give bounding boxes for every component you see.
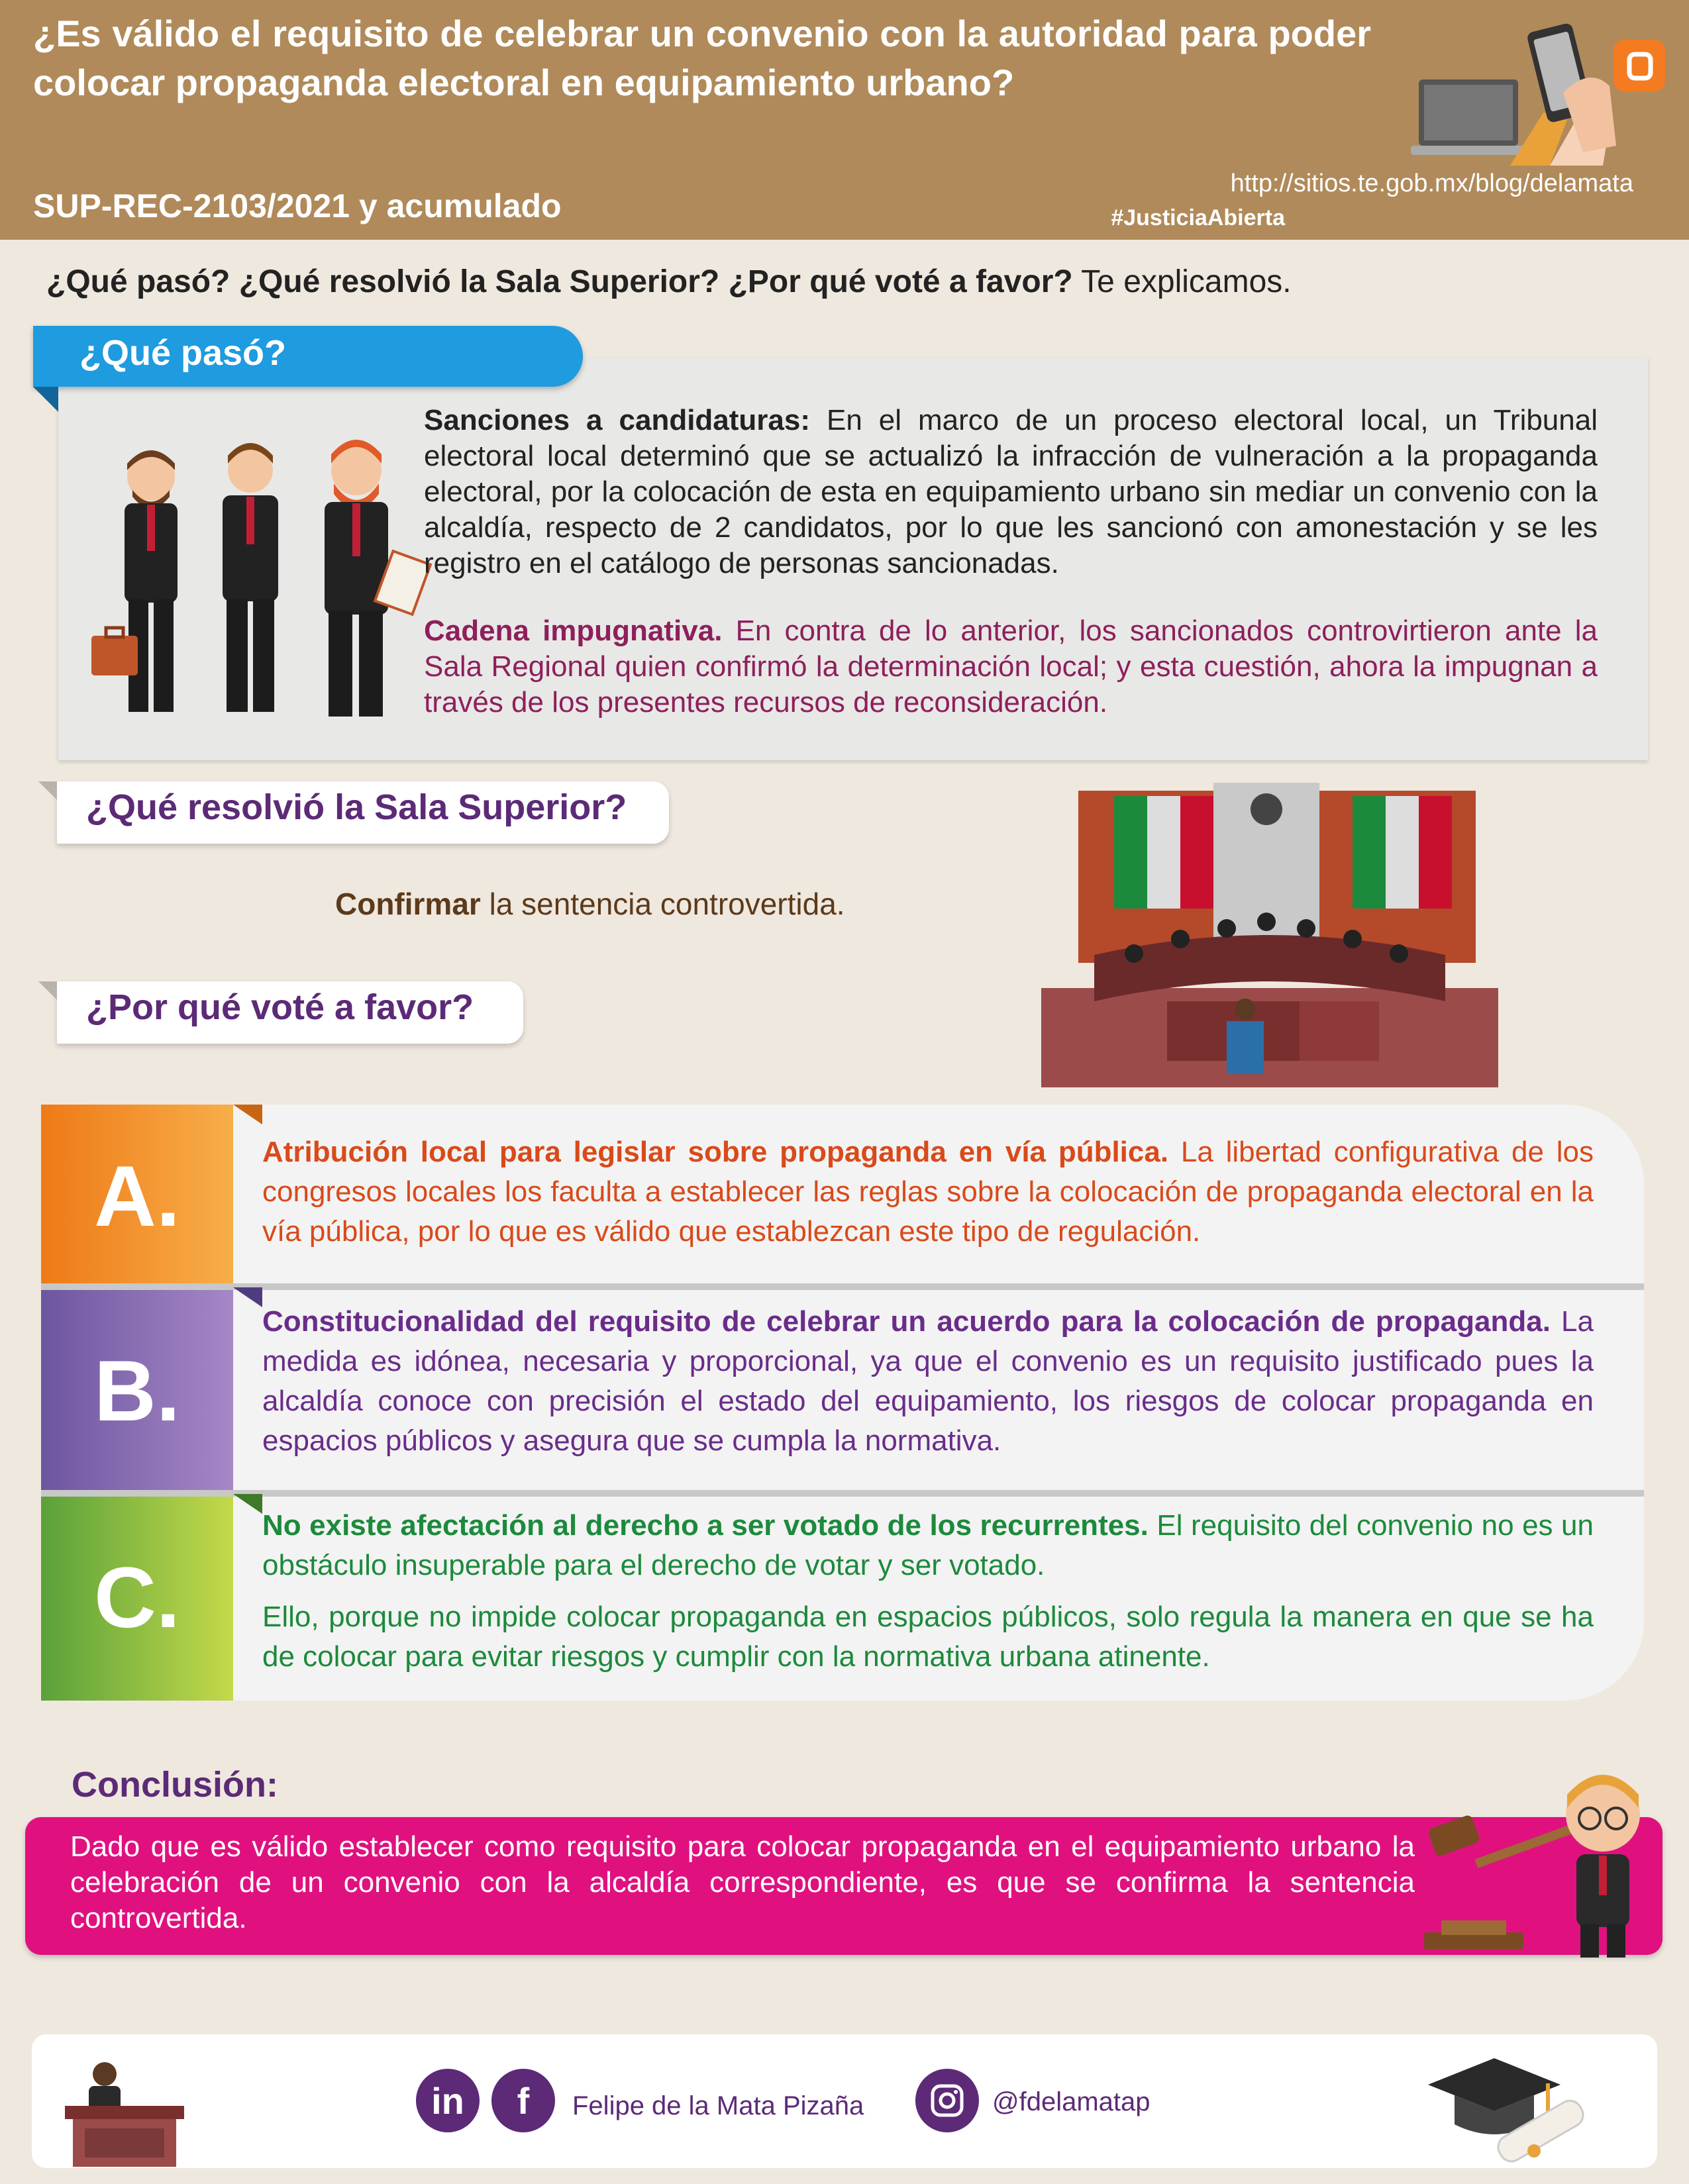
cadena-body: En contra de lo anterior, los sancionados controvirtieron ante la Sala Regional quien confirmó la determinación local; y esta cuestión, ahora la impugnan a través de los presentes recursos de reconsideración. (424, 615, 1598, 719)
sanciones-lead: Sanciones a candidaturas: (424, 404, 811, 436)
por-que-heading: ¿Por qué voté a favor? (57, 981, 523, 1044)
linkedin-icon[interactable]: in (416, 2069, 480, 2132)
que-resolvio-heading: ¿Qué resolvió la Sala Superior? (57, 781, 669, 844)
sanciones-body: En el marco de un proceso electoral local, un Tribunal electoral local determinó que se actualizó la infracción de vulneración a la propaganda electoral, por la colocación de esta en equipamiento urbano sin mediar un convenio con la alcaldía, respecto de 2 candidatos, por lo que les sancionó con amonestación y se les registro en el catálogo de personas sancionadas. (424, 404, 1598, 579)
reason-b-lead: Constitucionalidad del requisito de celebrar un acuerdo para la colocación de propaganda. (262, 1305, 1551, 1338)
instagram-handle[interactable]: @fdelamatap (992, 2087, 1151, 2116)
case-number: SUP-REC-2103/2021 y acumulado (33, 187, 562, 224)
judge-podium-icon (58, 2048, 191, 2167)
resolution-text (335, 886, 845, 922)
intro-line (46, 264, 1292, 300)
page-title: ¿Es válido el requisito de celebrar un convenio con la autoridad para poder colocar propaganda electoral en equipamiento urbano? (33, 13, 1371, 103)
reasons-list (41, 1105, 1644, 1701)
reason-c-body: El requisito del convenio no es un obstáculo insuperable para el derecho de votar y ser votado. (262, 1509, 1594, 1581)
resolution-body: la sentencia controvertida. (480, 887, 845, 921)
tab-fold (38, 981, 57, 1000)
cadena-lead: Cadena impugnativa. (424, 615, 723, 647)
blog-url-link[interactable]: http://sitios.te.gob.mx/blog/delamata (1230, 170, 1633, 197)
businessmen-illustration (91, 430, 462, 728)
reason-a-lead: Atribución local para legislar sobre propaganda en vía pública. (262, 1136, 1169, 1168)
graduation-cap-icon (1421, 2045, 1594, 2171)
reason-c-lead: No existe afectación al derecho a ser votado de los recurrentes. (262, 1509, 1149, 1542)
que-paso-panel (58, 358, 1648, 760)
reason-b-card (41, 1287, 1644, 1494)
intro-questions: ¿Qué pasó? ¿Qué resolvió la Sala Superior? ¿Por qué voté a favor? (46, 264, 1073, 299)
reason-b-letter: B. (41, 1287, 233, 1494)
conclusion-text: Dado que es válido establecer como requisito para colocar propaganda en el equipamiento urbano la celebración de un convenio con la alcaldía correspondiente, es que se confirma la sentencia controvertida. (70, 1830, 1415, 1934)
tab-fold (33, 387, 58, 412)
reason-c-card (41, 1494, 1644, 1701)
footer-bar (32, 2034, 1657, 2168)
cadena-paragraph (424, 613, 1598, 720)
instagram-glyph-icon (930, 2083, 964, 2118)
reason-a-letter: A. (41, 1105, 233, 1287)
reason-c-text (262, 1506, 1594, 1677)
courtroom-illustration (1041, 783, 1498, 1087)
instagram-icon[interactable] (915, 2069, 979, 2132)
header-banner (0, 0, 1689, 240)
reason-b-body: La medida es idónea, necesaria y proporcional, ya que el convenio es un requisito justificado pues la alcaldía conoce con precisión el estado del equipamiento, los riesgos de colocar propaganda en espacios públicos y asegura que se cumpla la normativa. (262, 1305, 1594, 1457)
intro-tail: Te explicamos. (1072, 264, 1292, 299)
reason-a-card (41, 1105, 1644, 1287)
laptop-phone-illustration (1411, 13, 1676, 172)
resolution-lead: Confirmar (335, 887, 481, 921)
reason-c-body2: Ello, porque no impide colocar propaganda en espacios públicos, solo regula la manera en que se ha de colocar para evitar riesgos y cumplir con la normativa urbana atinente. (262, 1601, 1594, 1673)
divider (41, 1283, 1644, 1290)
author-name: Felipe de la Mata Pizaña (572, 2091, 864, 2120)
facebook-icon[interactable]: f (491, 2069, 555, 2132)
que-paso-heading: ¿Qué pasó? (33, 326, 583, 387)
reason-b-text (262, 1302, 1594, 1461)
reason-a-body: La libertad configurativa de los congresos locales los faculta a establecer las reglas sobre la colocación de propaganda electoral en la vía pública, por lo que es válido que establezcan este tipo de regulación. (262, 1136, 1594, 1248)
conclusion-heading: Conclusión: (72, 1765, 278, 1805)
hashtag: #JusticiaAbierta (1111, 205, 1285, 230)
tab-fold (38, 781, 57, 800)
reason-c-letter: C. (41, 1494, 233, 1701)
reason-a-text (262, 1132, 1594, 1252)
fold-corner (233, 1105, 262, 1124)
divider (41, 1490, 1644, 1497)
sanciones-paragraph (424, 403, 1598, 581)
judge-gavel-illustration (1411, 1768, 1663, 1967)
fold-corner (233, 1287, 262, 1307)
fold-corner (233, 1494, 262, 1514)
